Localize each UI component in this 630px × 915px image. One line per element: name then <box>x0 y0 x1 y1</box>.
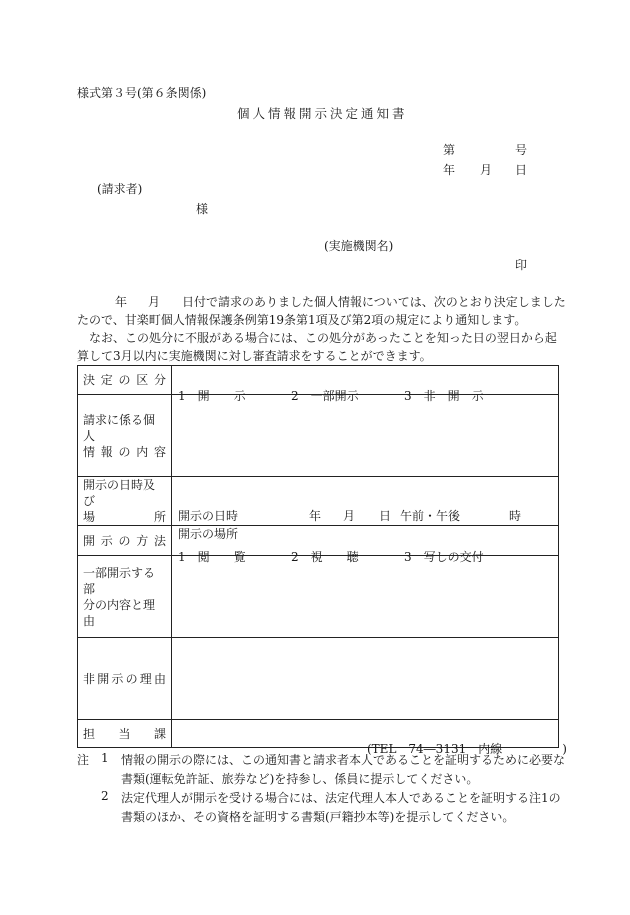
option-disclose: 1 開 示 <box>178 389 246 403</box>
document-title: 個人情報開示決定通知書 <box>237 106 408 121</box>
method-listen: 2 視 聴 <box>291 549 359 564</box>
note2-number: 2 <box>101 789 109 803</box>
label-requested-info-l1: 請求に係る個人 <box>83 412 156 443</box>
p2-line1: なお、この処分に不服がある場合には、この処分があったことを知った日の翌日から起 <box>89 331 557 345</box>
value-partial-reason <box>172 556 559 638</box>
label-disclosure-method: 開示の方法 <box>83 533 166 548</box>
row-non-disclosure-reason <box>78 638 559 720</box>
row-disclosure-datetime-place <box>78 477 559 526</box>
p1-rest: 日付で請求のありました個人情報については、次のとおり決定しました <box>182 295 566 309</box>
method-view: 1 閲 覧 <box>178 549 246 564</box>
option-partial-disclose: 2 一部開示 <box>291 389 359 403</box>
place-label: 開示の場所 <box>178 527 239 541</box>
datetime-month: 月 <box>343 509 356 523</box>
note2-line2: 書類のほか、その資格を証明する書類(戸籍抄本等)を提示してください。 <box>121 810 515 824</box>
date-day: 日 <box>515 163 528 177</box>
label-non-disclosure-reason: 非開示の理由 <box>83 671 166 686</box>
value-non-disclosure-reason <box>172 638 559 720</box>
label-partial-reason-l1: 一部開示する部 <box>83 565 156 596</box>
number-dai: 第 <box>443 143 456 157</box>
requester-label: (請求者) <box>97 182 143 196</box>
p1-month: 月 <box>148 295 161 309</box>
p2-line2: 算して3月以内に実施機関に対し審査請求をすることができます。 <box>77 349 432 363</box>
number-go: 号 <box>515 143 528 157</box>
form-number: 様式第３号(第６条関係) <box>77 86 207 100</box>
label-decision-type: 決定の区分 <box>83 373 166 387</box>
row-decision-type <box>78 366 559 395</box>
option-non-disclose: 3 非 開 示 <box>404 389 484 403</box>
date-year: 年 <box>443 163 456 177</box>
note1-line2: 書類(運転免許証、旅券など)を持参し、係員に提示してください。 <box>121 772 479 786</box>
p1-year: 年 <box>115 295 128 309</box>
datetime-label: 開示の日時 <box>178 509 239 523</box>
seal-mark: 印 <box>515 258 528 272</box>
note1-line1: 情報の開示の際には、この通知書と請求者本人であることを証明するために必要な <box>121 753 566 767</box>
note2-line1: 法定代理人が開示を受ける場合には、法定代理人本人であることを証明する注1の <box>121 791 561 805</box>
label-place-ba: 場 <box>83 510 96 524</box>
p1-line2: たので、甘楽町個人情報保護条例第19条第1項及び第2項の規定により通知します。 <box>77 313 527 327</box>
agency-label: (実施機関名) <box>324 239 394 253</box>
row-requested-info <box>78 395 559 477</box>
decision-table <box>77 365 567 756</box>
note1-number: 1 <box>101 751 109 765</box>
method-copy: 3 写しの交付 <box>404 549 484 564</box>
date-month: 月 <box>480 163 493 177</box>
label-department: 担当課 <box>83 726 166 741</box>
row-disclosure-method <box>78 526 559 556</box>
row-department <box>78 720 559 748</box>
label-requested-info-l2: 情報の内容 <box>83 444 166 459</box>
datetime-day: 日 <box>379 509 392 523</box>
label-partial-reason-l2: 分の内容と理由 <box>83 597 156 628</box>
datetime-year: 年 <box>309 509 322 523</box>
department-tel: (TEL 74―3131 内線 ) <box>367 741 567 756</box>
datetime-hour: 時 <box>509 509 522 523</box>
notes-prefix: 注 <box>77 753 90 767</box>
sama-label: 様 <box>196 202 209 216</box>
label-place-sho: 所 <box>153 510 166 524</box>
value-requested-info <box>172 395 559 477</box>
label-datetime-place-l1: 開示の日時及び <box>83 478 156 508</box>
row-partial-reason <box>78 556 559 638</box>
datetime-ampm: 午前・午後 <box>400 509 461 523</box>
